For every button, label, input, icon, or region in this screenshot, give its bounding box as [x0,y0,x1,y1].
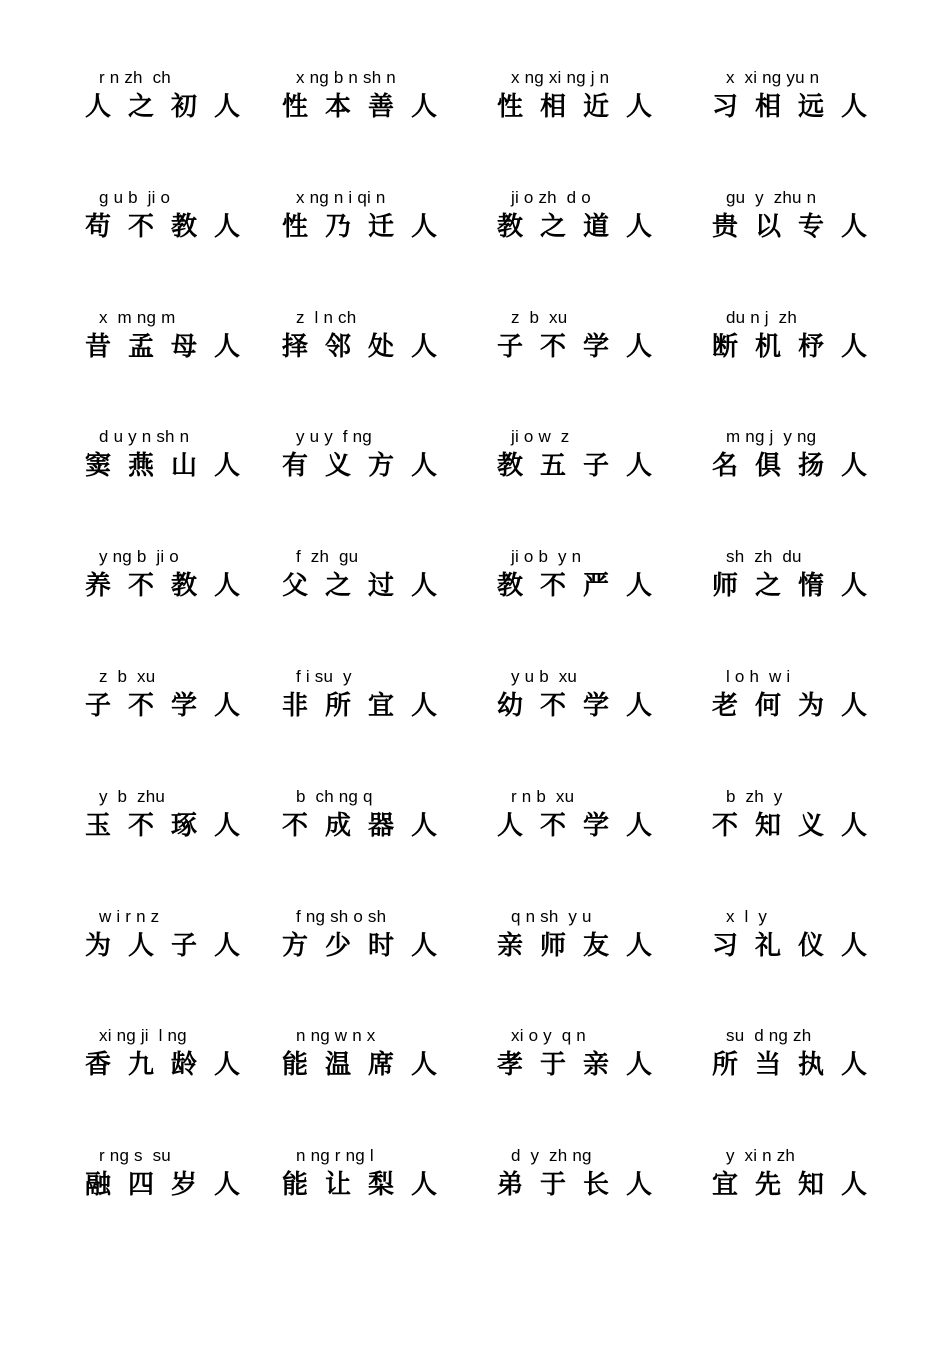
pinyin-line: x ng b n sh n [296,68,396,87]
hanzi-line: 择邻处人 [282,331,455,362]
phrase-block [282,545,482,603]
pinyin-line: x ng n i qi n [296,187,386,207]
hanzi-line: 名俱扬人 [712,451,885,482]
hanzi-line: 人不学人 [497,810,670,841]
pinyin-line: r n zh ch [99,68,171,87]
pinyin-line: w i r n z [99,906,160,926]
phrase-row [0,1024,950,1144]
phrase-block [282,1024,482,1082]
hanzi-line: 教五子人 [497,451,670,482]
hanzi-line: 能让梨人 [282,1170,455,1201]
hanzi-line: 弟于长人 [497,1170,670,1201]
hanzi-line: 幼不学人 [497,690,670,721]
hanzi-line: 性本善人 [282,92,455,122]
hanzi-line: 师之惰人 [712,571,885,602]
pinyin-line: g u b ji o [99,187,171,207]
hanzi-line: 亲师友人 [497,930,670,961]
hanzi-line: 子不学人 [85,690,258,721]
pinyin-line: f i su y [296,666,352,686]
hanzi-line: 贵以专人 [712,211,885,242]
phrase-row [0,1144,950,1264]
pinyin-line: gu y zhu n [726,187,817,207]
phrase-row [0,306,950,426]
hanzi-line: 昔孟母人 [85,331,258,362]
phrase-block [712,186,912,244]
phrase-block [85,1144,285,1202]
pinyin-line: sh zh du [726,547,802,567]
pinyin-line: q n sh y u [511,906,592,926]
hanzi-line: 人之初人 [85,92,258,122]
hanzi-line: 老何为人 [712,690,885,721]
hanzi-line: 断机杼人 [712,331,885,362]
hanzi-line: 教之道人 [497,211,670,242]
phrase-row [0,186,950,306]
hanzi-line: 宜先知人 [712,1170,885,1201]
phrase-block [497,905,697,963]
phrase-block [85,306,285,364]
phrase-block [85,186,285,244]
phrase-block [712,1144,912,1202]
hanzi-line: 香九龄人 [85,1050,258,1081]
hanzi-line: 有义方人 [282,451,455,482]
pinyin-line: m ng j y ng [726,427,817,447]
pinyin-line: z l n ch [296,307,357,327]
phrase-block [712,785,912,843]
pinyin-line: f ng sh o sh [296,906,387,926]
hanzi-line: 父之过人 [282,571,455,602]
hanzi-line: 融四岁人 [85,1170,258,1201]
hanzi-line: 能温席人 [282,1050,455,1081]
hanzi-line: 玉不琢人 [85,810,258,841]
phrase-block [497,665,697,723]
phrase-block [282,66,482,124]
hanzi-line: 苟不教人 [85,211,258,242]
hanzi-line: 性相近人 [497,92,670,122]
phrase-block [85,665,285,723]
pinyin-line: x ng xi ng j n [511,68,610,87]
phrase-block [85,425,285,483]
hanzi-line: 孝于亲人 [497,1050,670,1081]
phrase-block [282,306,482,364]
hanzi-line: 窦燕山人 [85,451,258,482]
pinyin-line: z b xu [99,666,156,686]
phrase-block [282,905,482,963]
hanzi-line: 不成器人 [282,810,455,841]
hanzi-line: 习相远人 [712,92,885,122]
hanzi-line: 方少时人 [282,930,455,961]
hanzi-line: 性乃迁人 [282,211,455,242]
pinyin-line: ji o zh d o [511,187,591,207]
phrase-row [0,905,950,1025]
pinyin-line: d u y n sh n [99,427,190,447]
pinyin-line: b ch ng q [296,786,373,806]
hanzi-line: 不知义人 [712,810,885,841]
phrase-block [497,1024,697,1082]
phrase-block [712,306,912,364]
pinyin-line: d y zh ng [511,1146,592,1166]
hanzi-line: 习礼仪人 [712,930,885,961]
pinyin-line: xi ng ji l ng [99,1026,187,1046]
phrase-block [282,186,482,244]
pinyin-line: y b zhu [99,786,166,806]
hanzi-line: 为人子人 [85,930,258,961]
phrase-block [497,186,697,244]
hanzi-line: 非所宜人 [282,690,455,721]
pinyin-line: su d ng zh [726,1026,812,1046]
phrase-block [497,306,697,364]
hanzi-line: 子不学人 [497,331,670,362]
pinyin-line: n ng w n x [296,1026,376,1046]
phrase-block [85,66,285,124]
phrase-row [0,665,950,785]
pinyin-line: r n b xu [511,786,575,806]
hanzi-line: 所当执人 [712,1050,885,1081]
phrase-block [497,785,697,843]
pinyin-line: x l y [726,906,768,926]
pinyin-line: y ng b ji o [99,547,179,567]
pinyin-line: y u b xu [511,666,578,686]
pinyin-line: f zh gu [296,547,359,567]
pinyin-line: du n j zh [726,307,797,327]
phrase-block [712,66,912,124]
phrase-grid [0,66,950,1264]
phrase-row [0,66,950,186]
phrase-block [282,665,482,723]
phrase-row [0,545,950,665]
pinyin-line: x xi ng yu n [726,68,820,87]
pinyin-line: ji o b y n [511,547,582,567]
phrase-block [85,1024,285,1082]
phrase-block [282,1144,482,1202]
pinyin-line: z b xu [511,307,568,327]
phrase-block [712,665,912,723]
pinyin-line: r ng s su [99,1146,171,1166]
pinyin-line: xi o y q n [511,1026,586,1046]
hanzi-line: 教不严人 [497,571,670,602]
hanzi-line: 养不教人 [85,571,258,602]
phrase-block [85,905,285,963]
pinyin-line: n ng r ng l [296,1146,374,1166]
phrase-block [712,905,912,963]
phrase-block [497,545,697,603]
phrase-block [85,785,285,843]
phrase-row [0,785,950,905]
phrase-block [85,545,285,603]
phrase-block [282,785,482,843]
phrase-row [0,425,950,545]
pinyin-line: l o h w i [726,666,791,686]
phrase-block [712,425,912,483]
pinyin-line: ji o w z [511,427,570,447]
pinyin-line: y xi n zh [726,1146,796,1166]
phrase-block [282,425,482,483]
phrase-block [712,1024,912,1082]
pinyin-line: x m ng m [99,307,176,327]
phrase-block [497,66,697,124]
pinyin-line: b zh y [726,786,783,806]
pinyin-line: y u y f ng [296,427,372,447]
phrase-block [497,1144,697,1202]
phrase-block [497,425,697,483]
phrase-block [712,545,912,603]
